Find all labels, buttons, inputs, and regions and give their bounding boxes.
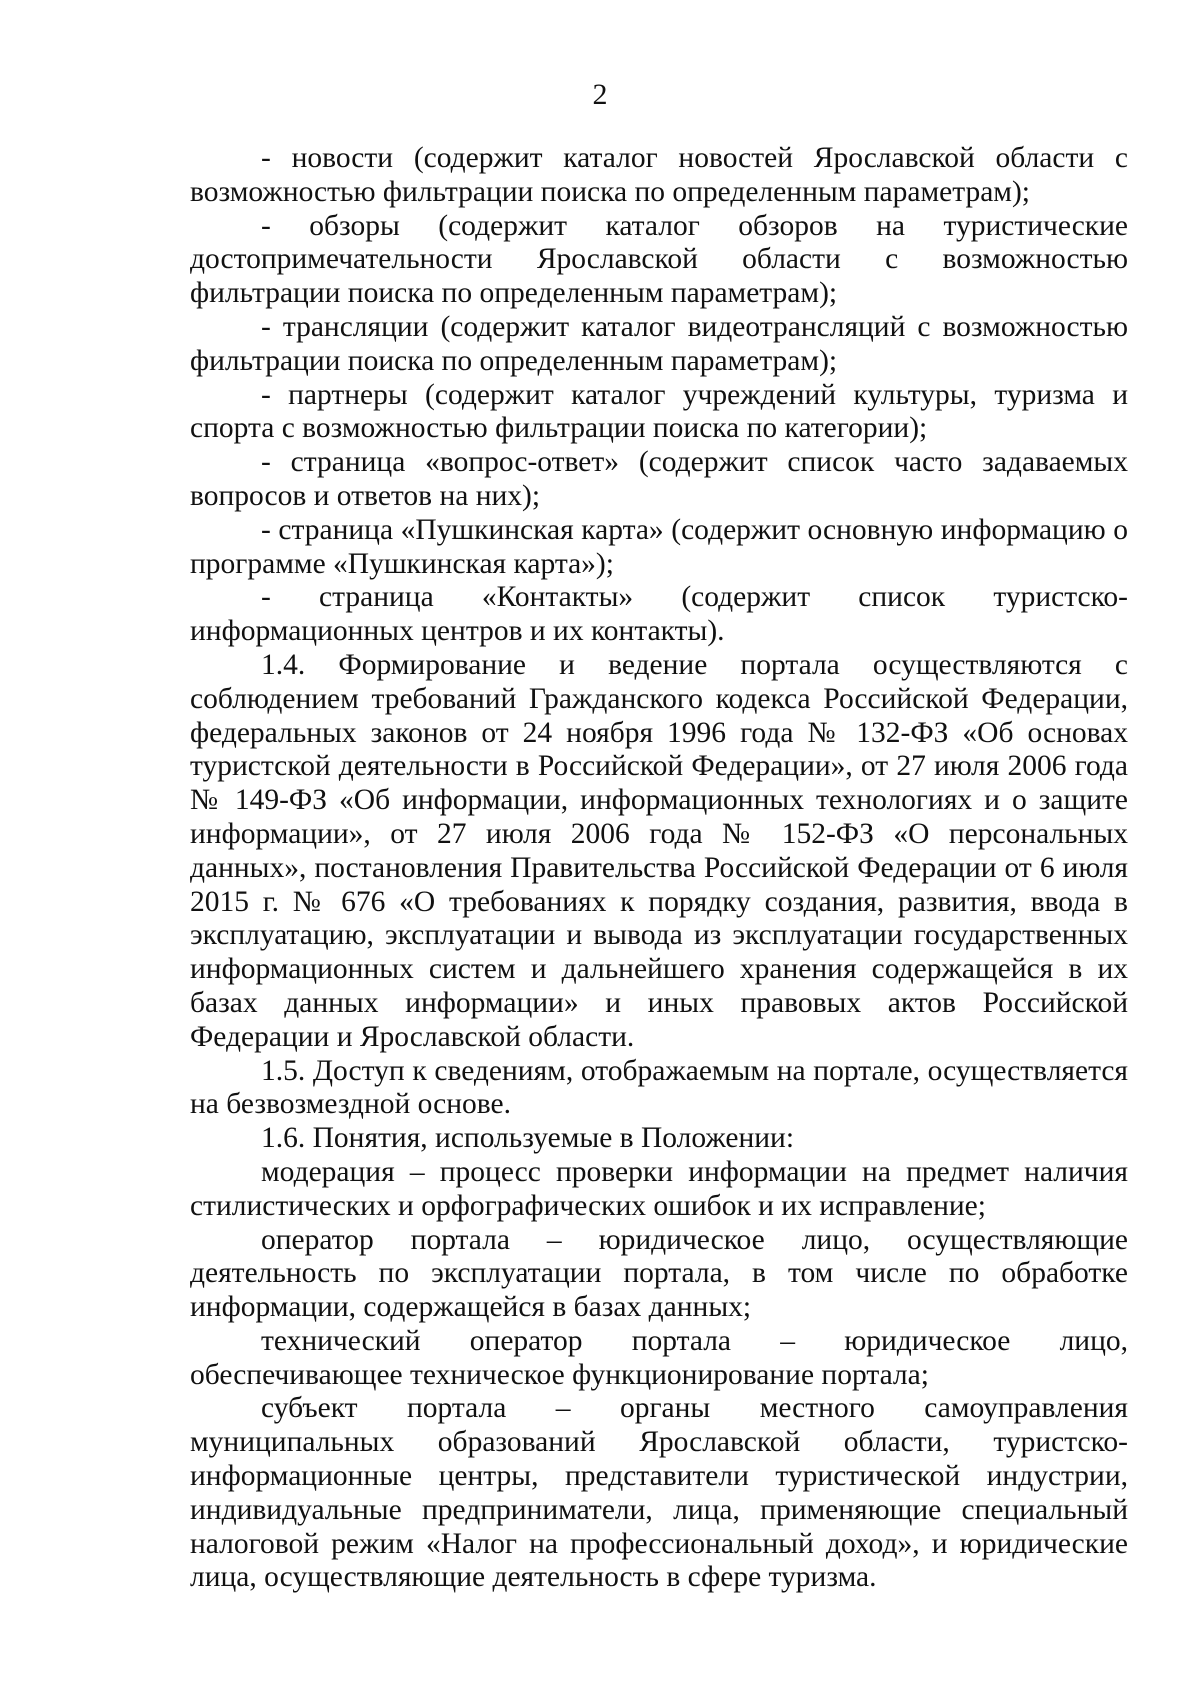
document-body [190,142,1128,1595]
clause-1-6: 1.6. Понятия, используемые в Положении: [261,1122,795,1155]
list-item-pushkin-card: - страница «Пушкинская карта» (содержит основную информацию о программе «Пушкинская карта»); [190,513,1128,580]
definition-portal-operator: оператор портала – юридическое лицо, осуществляющие деятельность по эксплуатации портала, в том числе по обработке информации, содержащейся в базах данных; [190,1223,1128,1324]
page-number: 2 [592,78,608,111]
definition-moderation: модерация – процесс проверки информации на предмет наличия стилистических и орфографических ошибок и их исправление; [190,1155,1128,1222]
list-item-broadcasts: - трансляции (содержит каталог видеотрансляций с возможностью фильтрации поиска по определенным параметрам); [190,310,1128,377]
definition-portal-subject: субъект портала – органы местного самоуправления муниципальных образований Ярославской области, туристско-информационные центры, представители туристической индустрии, индивидуальные предприниматели, лица, применяющие специальный налоговой режим «Налог на профессиональный доход», и юридические лица, осуществляющие деятельность в сфере туризма. [190,1392,1128,1594]
list-item-partners: - партнеры (содержит каталог учреждений культуры, туризма и спорта с возможностью фильтрации поиска по категории); [190,378,1128,445]
definition-technical-operator: технический оператор портала – юридическое лицо, обеспечивающее техническое функционирование портала; [190,1324,1128,1391]
list-item-contacts: - страница «Контакты» (содержит список туристско-информационных центров и их контакты). [190,581,1128,648]
clause-1-5: 1.5. Доступ к сведениям, отображаемым на портале, осуществляется на безвозмездной основе. [190,1054,1128,1121]
list-item-reviews: - обзоры (содержит каталог обзоров на туристические достопримечательности Ярославской области с возможностью фильтрации поиска по определенным параметрам); [190,209,1128,310]
clause-1-4: 1.4. Формирование и ведение портала осуществляются с соблюдением требований Гражданского кодекса Российской Федерации, федеральных законов от 24 ноября 1996 года № 132-ФЗ «Об основах туристской деятельности в Российской Федерации», от 27 июля 2006 года № 149-ФЗ «Об информации, информационных технологиях и о защите информации», от 27 июля 2006 года № 152-ФЗ «О персональных данных», постановления Правительства Российской Федерации от 6 июля 2015 г. № 676 «О требованиях к порядку создания, развития, ввода в эксплуатацию, эксплуатации и вывода из эксплуатации государственных информационных систем и дальнейшего хранения содержащейся в их базах данных информации» и иных правовых актов Российской Федерации и Ярославской области. [190,648,1128,1053]
list-item-faq: - страница «вопрос-ответ» (содержит список часто задаваемых вопросов и ответов на них); [190,446,1128,512]
list-item-news: - новости (содержит каталог новостей Ярославской области с возможностью фильтрации поиска по определенным параметрам); [190,142,1128,208]
